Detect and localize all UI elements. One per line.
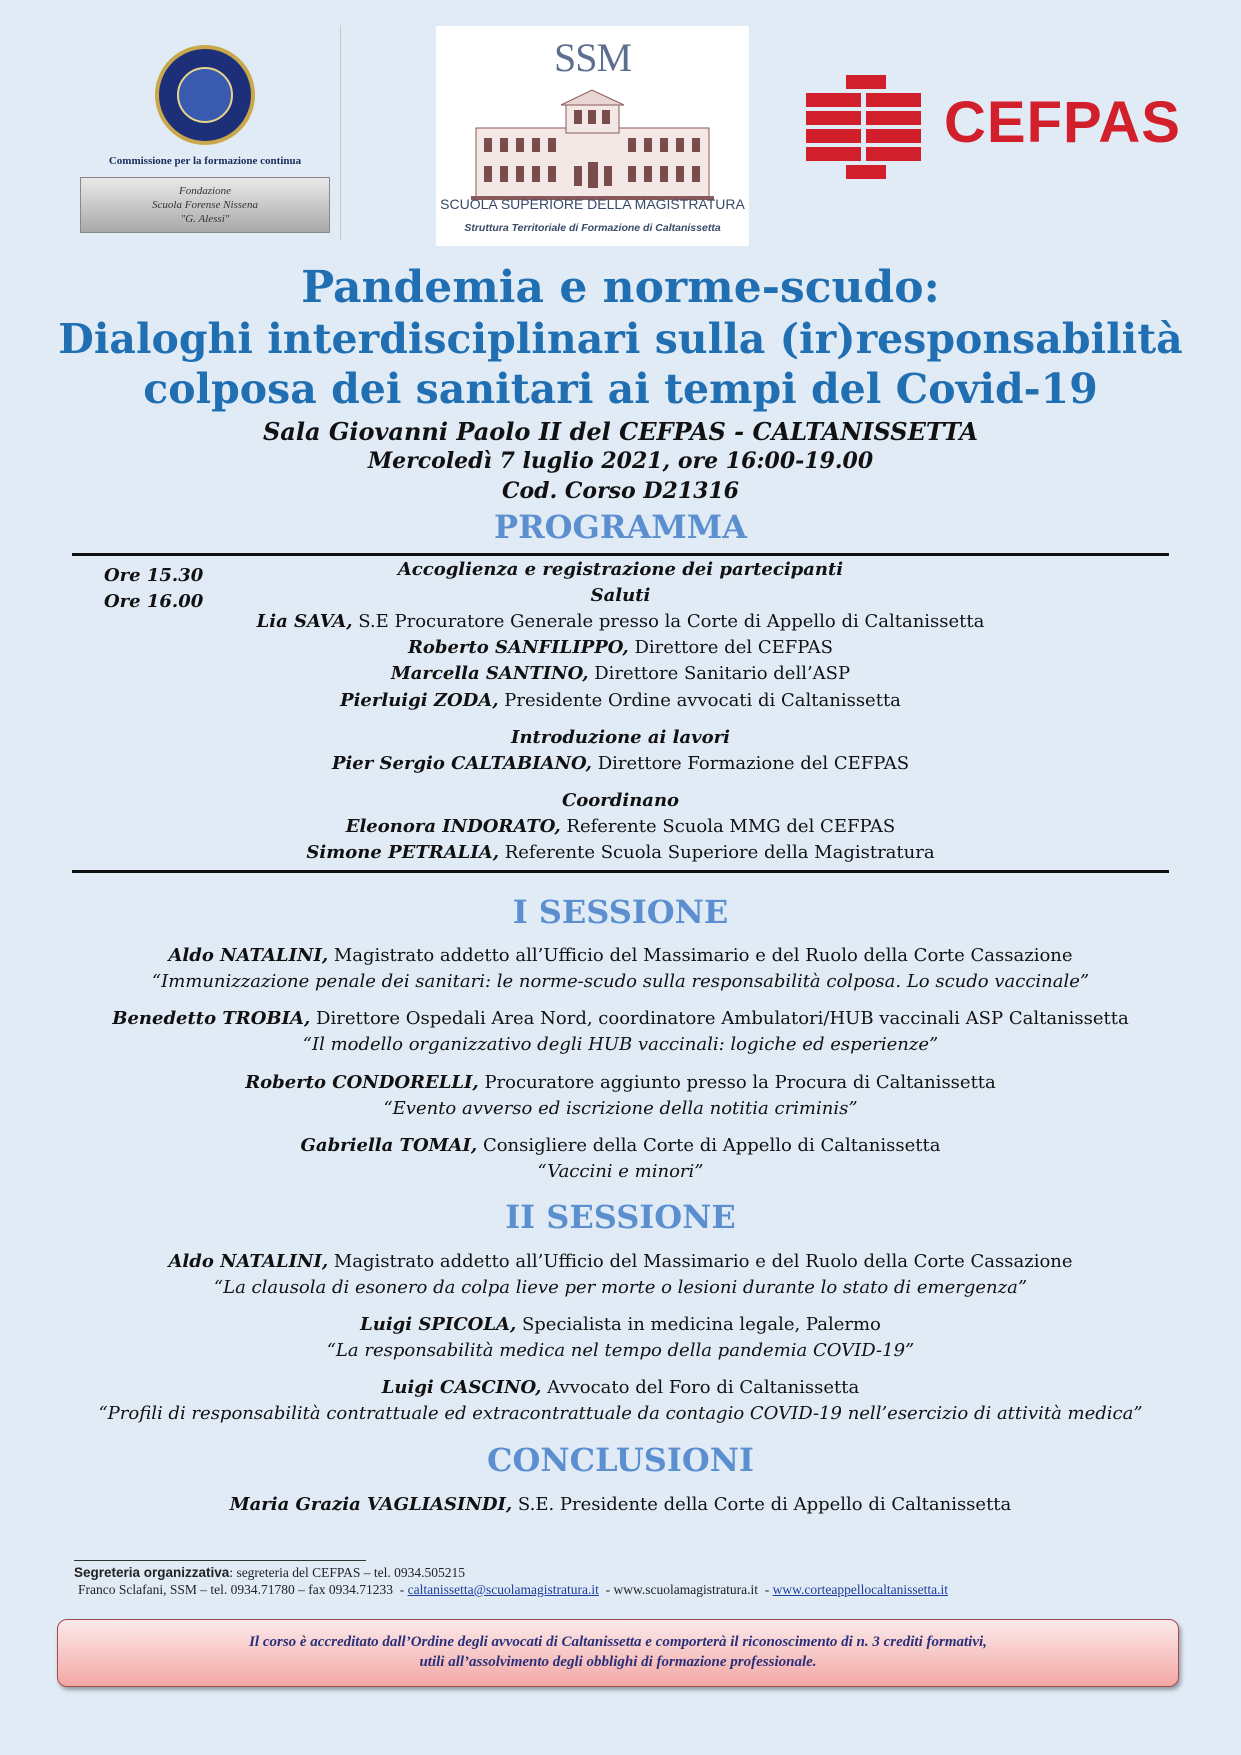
- coordinano-item: Eleonora INDORATO, Referente Scuola MMG del CEFPAS: [345, 816, 896, 837]
- email-link[interactable]: caltanissetta@scuolamagistratura.it: [407, 1582, 599, 1597]
- programma-top-rule: [72, 553, 1169, 556]
- cefpas-name: CEFPAS: [944, 90, 1181, 155]
- accreditation-box: [57, 1619, 1179, 1687]
- talk-topic: “La responsabilità medica nel tempo della pandemia COVID-19”: [326, 1340, 915, 1361]
- talk-speaker: Aldo NATALINI, Magistrato addetto all’Ufficio del Massimario e del Ruolo della Corte Cassazione: [168, 945, 1073, 966]
- talk-topic: “Immunizzazione penale dei sanitari: le norme-scudo sulla responsabilità colposa. Lo scudo vaccinale”: [151, 971, 1090, 992]
- time-1600: Ore 16.00: [104, 591, 204, 612]
- talk-speaker: Roberto CONDORELLI, Procuratore aggiunto presso la Procura di Caltanissetta: [245, 1072, 996, 1093]
- ordine-emblem-icon: [155, 45, 255, 145]
- contacts-line: Franco Sclafani, SSM – tel. 0934.71780 – fax 0934.71233 - caltanissetta@scuolamagistratura.it - www.scuolamagistratura.it - www.corteappellocaltanissetta.it: [78, 1582, 948, 1597]
- saluti-item: Pierluigi ZODA, Presidente Ordine avvocati di Caltanissetta: [340, 690, 901, 711]
- title-line-1: Pandemia e norme-scudo:: [301, 262, 940, 313]
- accoglienza-label: Accoglienza e registrazione dei partecipanti: [397, 559, 844, 580]
- saluti-item: Marcella SANTINO, Direttore Sanitario dell’ASP: [390, 663, 851, 684]
- sessione-1-heading: I SESSIONE: [512, 893, 729, 931]
- talk-topic: “La clausola di esonero da colpa lieve per morte o lesioni durante lo stato di emergenza”: [213, 1277, 1028, 1298]
- ssm-name: SCUOLA SUPERIORE DELLA MAGISTRATURA: [440, 196, 745, 212]
- segreteria-line: Segreteria organizzativa: segreteria del CEFPAS – tel. 0934.505215: [74, 1565, 466, 1580]
- ssm-logo: [436, 26, 749, 246]
- cefpas-logo: [806, 75, 1181, 190]
- programma-heading: PROGRAMMA: [494, 508, 747, 546]
- talk-speaker: Benedetto TROBIA, Direttore Ospedali Area Nord, coordinatore Ambulatori/HUB vaccinali ASP Caltanissetta: [112, 1008, 1129, 1029]
- title-line-3: colposa dei sanitari ai tempi del Covid-19: [143, 365, 1098, 413]
- talk-topic: “Vaccini e minori”: [537, 1161, 704, 1182]
- time-1530: Ore 15.30: [104, 565, 204, 586]
- event-code: Cod. Corso D21316: [502, 478, 739, 504]
- talk-topic: “Profili di responsabilità contrattuale ed extracontrattuale da contagio COVID-19 nell’esercizio di attività medica”: [98, 1403, 1143, 1424]
- talk-topic: “Evento avverso ed iscrizione della notitia criminis”: [383, 1098, 858, 1119]
- conclusioni-speaker: Maria Grazia VAGLIASINDI, S.E. Presidente della Corte di Appello di Caltanissetta: [229, 1494, 1012, 1515]
- saluti-heading: Saluti: [590, 585, 651, 606]
- footer-rule: [74, 1560, 366, 1561]
- accreditation-line-2: utili all’assolvimento degli obblighi di formazione professionale.: [419, 1654, 817, 1670]
- introduzione-heading: Introduzione ai lavori: [511, 727, 730, 748]
- talk-speaker: Luigi CASCINO, Avvocato del Foro di Caltanissetta: [381, 1377, 860, 1398]
- coordinano-heading: Coordinano: [561, 790, 680, 811]
- ssm-building-icon: [466, 88, 719, 208]
- conclusioni-heading: CONCLUSIONI: [487, 1441, 754, 1479]
- saluti-item: Roberto SANFILIPPO, Direttore del CEFPAS: [407, 637, 834, 658]
- programma-bottom-rule: [72, 870, 1169, 873]
- talk-speaker: Luigi SPICOLA, Specialista in medicina legale, Palermo: [360, 1314, 881, 1335]
- ssm-abbr: SSM: [553, 35, 632, 80]
- fondazione-logo: Fondazione Scuola Forense Nissena "G. Alessi": [80, 177, 330, 233]
- cefpas-mark-icon: [806, 75, 936, 187]
- talk-speaker: Aldo NATALINI, Magistrato addetto all’Ufficio del Massimario e del Ruolo della Corte Cassazione: [168, 1251, 1073, 1272]
- title-line-2: Dialoghi interdisciplinari sulla (ir)responsabilità: [58, 315, 1183, 363]
- saluti-item: Lia SAVA, S.E Procuratore Generale presso la Corte di Appello di Caltanissetta: [256, 611, 985, 632]
- website-link[interactable]: www.corteappellocaltanissetta.it: [772, 1582, 948, 1597]
- sessione-2-heading: II SESSIONE: [505, 1198, 736, 1236]
- accreditation-line-1: Il corso è accreditato dall’Ordine degli avvocati di Caltanissetta e comporterà il riconoscimento di n. 3 crediti formativi,: [249, 1634, 987, 1650]
- coordinano-item: Simone PETRALIA, Referente Scuola Superiore della Magistratura: [306, 842, 935, 863]
- talk-topic: “Il modello organizzativo degli HUB vaccinali: logiche ed esperienze”: [302, 1034, 939, 1055]
- introduzione-item: Pier Sergio CALTABIANO, Direttore Formazione del CEFPAS: [331, 753, 910, 774]
- ssm-subtitle: Struttura Territoriale di Formazione di Caltanissetta: [464, 222, 721, 234]
- event-venue: Sala Giovanni Paolo II del CEFPAS - CALTANISSETTA: [262, 417, 979, 446]
- event-date: Mercoledì 7 luglio 2021, ore 16:00-19.00: [367, 448, 874, 474]
- ordine-avvocati-logo: [70, 25, 340, 240]
- commissione-label: Commissione per la formazione continua: [108, 155, 302, 167]
- talk-speaker: Gabriella TOMAI, Consigliere della Corte di Appello di Caltanissetta: [300, 1135, 941, 1156]
